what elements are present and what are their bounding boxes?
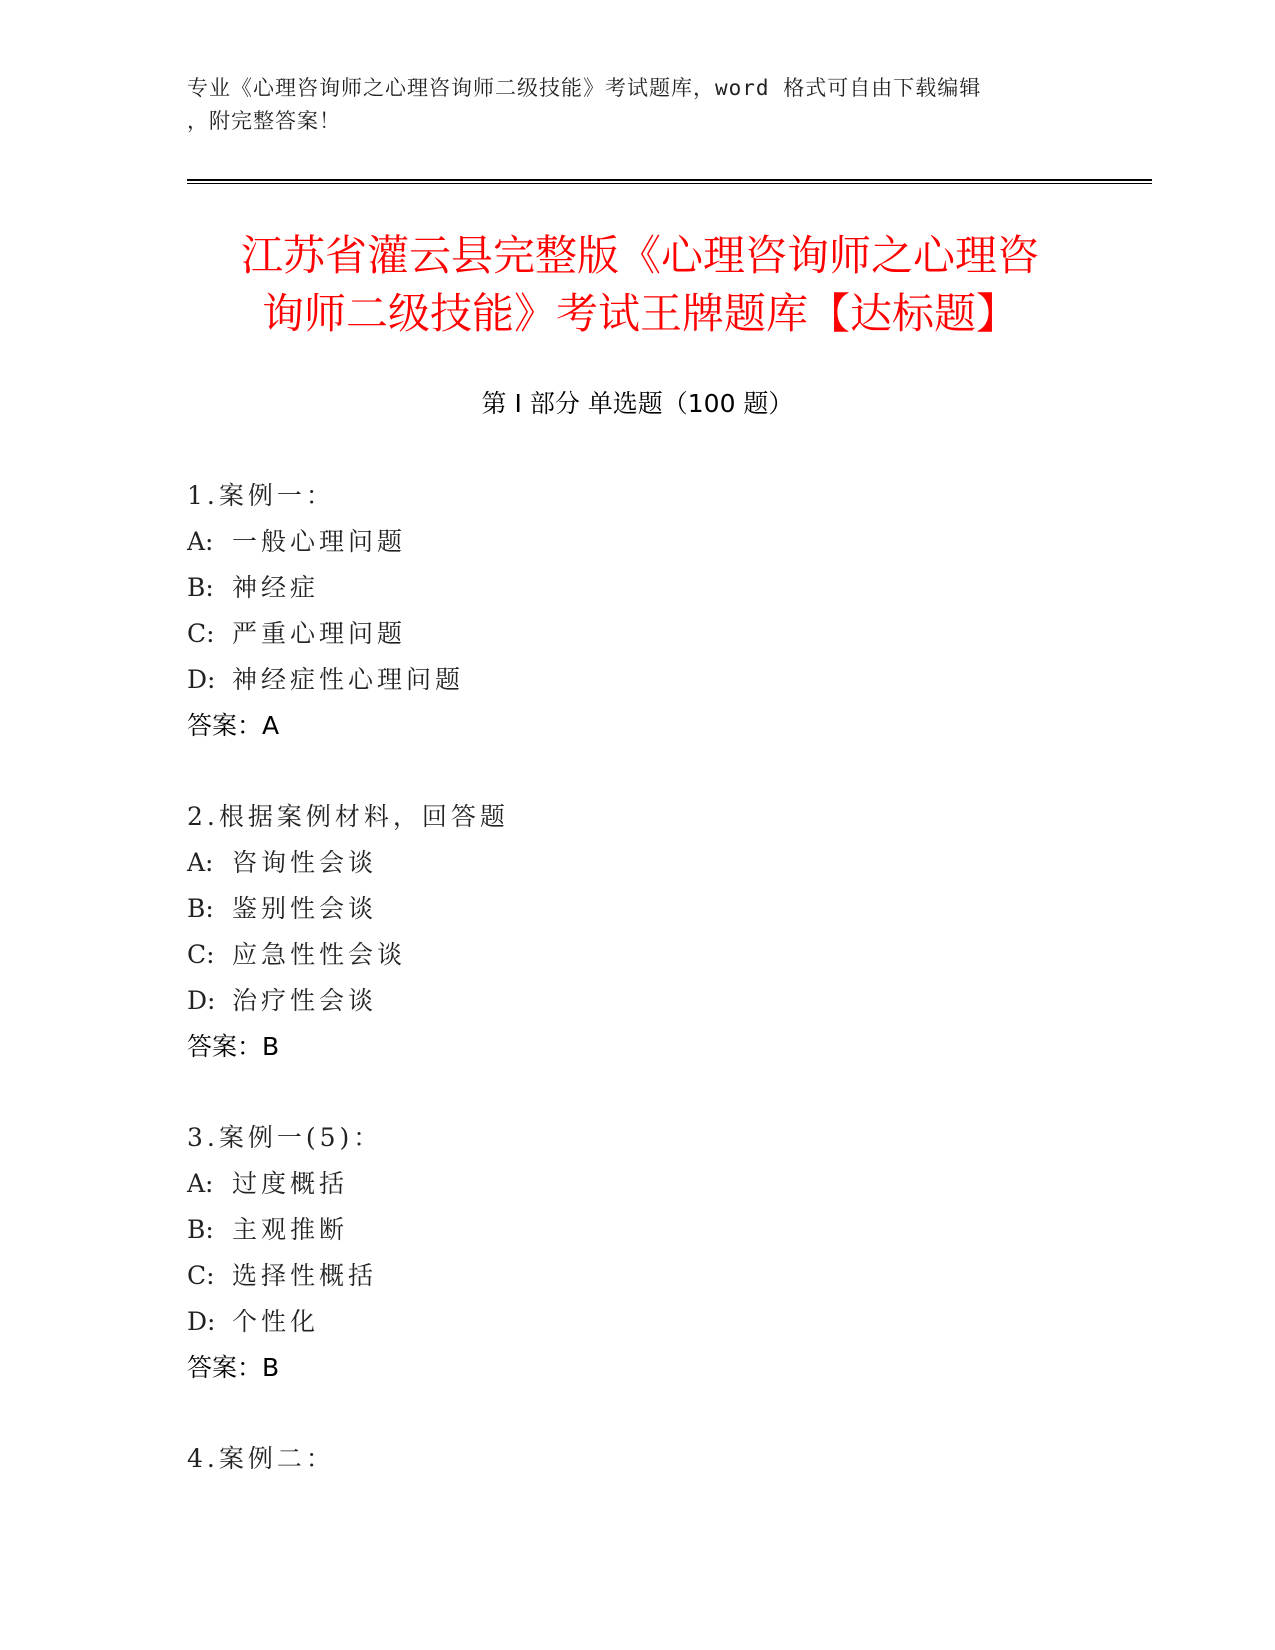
question-option bbox=[187, 1253, 1087, 1299]
document-title-line-2: 询师二级技能》考试王牌题库【达标题】 bbox=[261, 289, 1018, 338]
option-key: A: bbox=[187, 1169, 214, 1198]
option-key: D: bbox=[187, 665, 216, 694]
document-title bbox=[140, 227, 1140, 343]
header-note-line-1: 专业《心理咨询师之心理咨询师二级技能》考试题库，word 格式可自由下载编辑 bbox=[187, 76, 982, 100]
question-item bbox=[187, 473, 1087, 749]
header-divider-thin bbox=[187, 183, 1152, 184]
question-answer: 答案：A bbox=[187, 711, 280, 740]
header-divider-thick bbox=[187, 179, 1152, 181]
question-option bbox=[187, 840, 1087, 886]
question-option bbox=[187, 565, 1087, 611]
question-option bbox=[187, 1299, 1087, 1345]
question-option bbox=[187, 978, 1087, 1024]
question-stem: 1.案例一： bbox=[187, 481, 335, 510]
option-key: D: bbox=[187, 1307, 216, 1336]
option-text: 主观推断 bbox=[232, 1215, 349, 1244]
question-item bbox=[187, 1436, 1087, 1482]
question-option bbox=[187, 657, 1087, 703]
question-option bbox=[187, 886, 1087, 932]
option-key: A: bbox=[187, 848, 214, 877]
option-text: 个性化 bbox=[232, 1307, 320, 1336]
option-text: 选择性概括 bbox=[232, 1261, 378, 1290]
option-text: 一般心理问题 bbox=[232, 527, 407, 556]
question-item bbox=[187, 1115, 1087, 1391]
option-text: 神经症性心理问题 bbox=[232, 665, 465, 694]
document-title-line-1: 江苏省灌云县完整版《心理咨询师之心理咨 bbox=[240, 231, 1039, 280]
option-key: C: bbox=[187, 1261, 215, 1290]
question-item bbox=[187, 794, 1087, 1070]
option-text: 咨询性会谈 bbox=[232, 848, 378, 877]
question-option bbox=[187, 519, 1087, 565]
question-option bbox=[187, 1207, 1087, 1253]
question-stem: 3.案例一(5)： bbox=[187, 1123, 383, 1152]
header-note-line-2: ，附完整答案！ bbox=[187, 109, 341, 133]
question-stem: 4.案例二： bbox=[187, 1444, 335, 1473]
question-option bbox=[187, 611, 1087, 657]
option-key: D: bbox=[187, 986, 216, 1015]
option-key: B: bbox=[187, 1215, 214, 1244]
question-list bbox=[187, 473, 1087, 1527]
question-option bbox=[187, 1161, 1087, 1207]
option-text: 治疗性会谈 bbox=[232, 986, 378, 1015]
question-answer: 答案：B bbox=[187, 1353, 280, 1382]
section-heading: 第 I 部分 单选题（100 题） bbox=[481, 389, 794, 418]
question-stem: 2.根据案例材料，回答题 bbox=[187, 802, 509, 831]
question-option bbox=[187, 932, 1087, 978]
option-key: B: bbox=[187, 573, 214, 602]
option-text: 严重心理问题 bbox=[232, 619, 407, 648]
option-key: C: bbox=[187, 940, 215, 969]
option-key: A: bbox=[187, 527, 214, 556]
option-key: B: bbox=[187, 894, 214, 923]
option-text: 过度概括 bbox=[232, 1169, 349, 1198]
option-text: 鉴别性会谈 bbox=[232, 894, 378, 923]
document-header-note bbox=[187, 72, 1067, 138]
question-answer: 答案：B bbox=[187, 1032, 280, 1061]
option-text: 应急性性会谈 bbox=[232, 940, 407, 969]
option-key: C: bbox=[187, 619, 215, 648]
option-text: 神经症 bbox=[232, 573, 320, 602]
